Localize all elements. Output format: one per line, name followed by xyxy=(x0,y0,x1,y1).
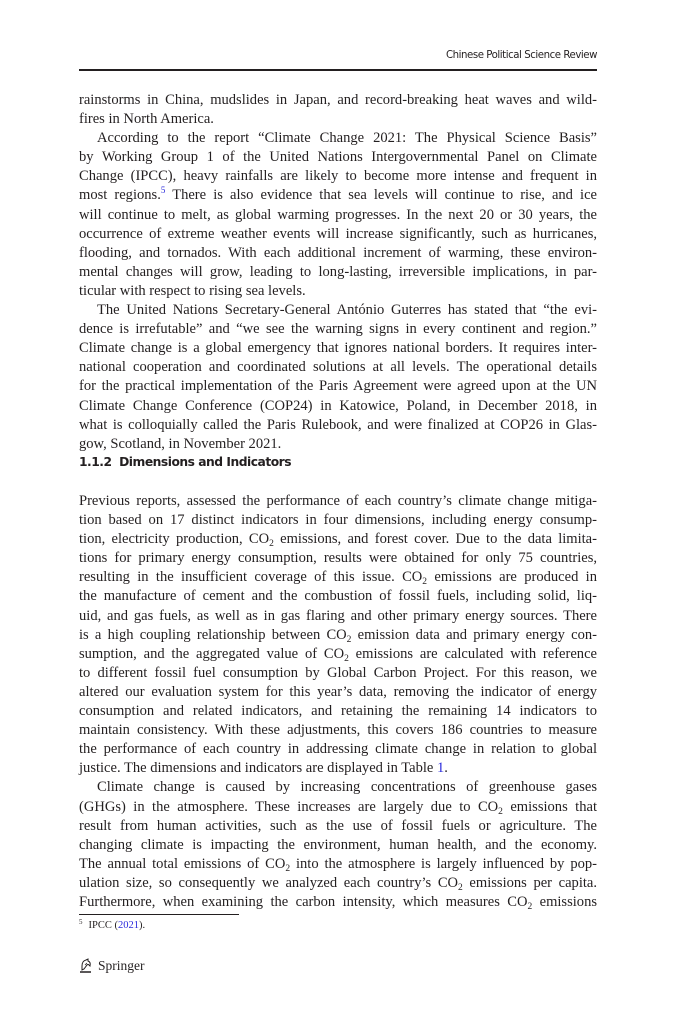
text-fragment: into the atmosphere is largely influenced by pop- xyxy=(290,855,597,872)
text-line: mental changes will grow, leading to long-lasting, irreversible implications, in par- xyxy=(79,263,597,280)
text-line: what is colloquially called the Paris Rulebook, and were finalized at COP26 in Glas- xyxy=(79,416,597,433)
footnote-text: IPCC ( xyxy=(88,920,118,931)
text-line: Climate change is caused by increasing concentrations of greenhouse gases xyxy=(97,779,597,796)
subscript-2: 2 xyxy=(269,539,274,550)
text-line xyxy=(79,874,597,893)
text-fragment: emissions that xyxy=(502,798,597,815)
text-fragment: resulting in the insufficient coverage of this issue. CO xyxy=(79,569,423,586)
text-line: Climate change is a global emergency that ignores national borders. It requires inter- xyxy=(79,340,597,357)
text-line xyxy=(79,645,597,664)
text-fragment: . xyxy=(444,760,448,777)
text-line: flooding, and tornados. With each additional increment of warming, these environ- xyxy=(79,244,597,261)
text-fragment: (GHGs) in the atmosphere. These increases are largely due to CO xyxy=(79,798,499,815)
subscript-2: 2 xyxy=(285,863,291,874)
text-line: national cooperation and coordinated solutions at all levels. The operational details xyxy=(79,359,597,376)
text-fragment: There is also evidence that sea levels will continue to rise, and ice xyxy=(165,187,598,204)
text-fragment: emissions xyxy=(532,893,597,910)
text-line: Change (IPCC), heavy rainfalls are likely to become more intense and frequent in xyxy=(79,168,597,185)
text-line: occurrence of extreme weather events will increase significantly, such as hurricanes, xyxy=(79,225,597,242)
text-line: tions for primary energy consumption, results were obtained for only 75 countries, xyxy=(79,550,597,567)
subscript-2: 2 xyxy=(527,901,533,912)
section-heading xyxy=(79,455,291,469)
text-line: dence is irrefutable” and “we see the warning signs in every continent and region.” xyxy=(79,321,597,338)
text-line: rainstorms in China, mudslides in Japan, and record-breaking heat waves and wild- xyxy=(79,92,597,108)
text-fragment: emissions per capita. xyxy=(462,874,598,891)
text-line: ticular with respect to rising sea levels. xyxy=(79,282,306,299)
text-line: uid, and gas fuels, as well as in gas flaring and other primary energy sources. There xyxy=(79,607,597,624)
subscript-2: 2 xyxy=(422,577,428,588)
text-line: Climate Change Conference (COP24) in Katowice, Poland, in December 2018, in xyxy=(79,397,597,414)
footnote-text: ). xyxy=(138,920,146,931)
text-fragment: most regions. xyxy=(79,187,161,204)
text-line: altered our evaluation system for this year’s data, removing the indicator of energy xyxy=(79,683,597,700)
text-line xyxy=(79,186,597,205)
header-rule xyxy=(79,69,597,71)
publisher-footer xyxy=(79,958,145,974)
text-line: tion based on 17 distinct indicators in four dimensions, including energy consump- xyxy=(79,512,597,529)
footnote-ref-link[interactable]: 5 xyxy=(160,185,166,196)
text-line: will continue to melt, as global warming progresses. In the next 20 or 30 years, the xyxy=(79,206,597,223)
springer-logo-icon xyxy=(79,958,93,974)
text-line: the performance of each country in addressing climate change in relation to global xyxy=(79,741,597,758)
text-line: consumption and related indicators, and retaining the remaining 14 indicators to xyxy=(79,703,597,720)
text-line xyxy=(79,568,597,587)
text-fragment: ulation size, so consequently we analyzed each country’s CO xyxy=(79,874,459,891)
body-text-top xyxy=(79,91,597,454)
running-head-journal-title: Chinese Political Science Review xyxy=(445,50,597,61)
text-fragment: is a high coupling relationship between CO xyxy=(79,626,347,643)
text-fragment: justice. The dimensions and indicators are displayed in Table xyxy=(79,760,437,777)
footnote-rule xyxy=(79,914,239,915)
text-line: result from human activities, such as the use of fossil fuels or agriculture. The xyxy=(79,817,597,834)
text-line xyxy=(79,798,597,817)
text-line: According to the report “Climate Change 2021: The Physical Science Basis” xyxy=(97,130,597,147)
subscript-2: 2 xyxy=(346,634,352,645)
text-fragment: emissions are produced in xyxy=(427,569,597,586)
subscript-2: 2 xyxy=(498,806,503,817)
text-line: fires in North America. xyxy=(79,111,214,128)
text-line: for the practical implementation of the Paris Agreement were agreed upon at the UN xyxy=(79,378,597,395)
section-number: 1.1.2 xyxy=(79,455,112,469)
text-fragment: tion, electricity production, CO xyxy=(79,531,270,548)
publisher-name: Springer xyxy=(98,958,145,973)
section-title: Dimensions and Indicators xyxy=(119,455,292,469)
text-line: gow, Scotland, in November 2021. xyxy=(79,435,282,452)
footnote-number: 5 xyxy=(79,918,83,926)
table-ref-link[interactable]: 1 xyxy=(437,760,445,777)
text-line: Previous reports, assessed the performance of each country’s climate change mitiga- xyxy=(79,493,597,509)
citation-link[interactable]: 2021 xyxy=(117,920,139,931)
text-line xyxy=(79,759,597,778)
text-line xyxy=(79,855,597,874)
subscript-2: 2 xyxy=(458,882,463,893)
text-fragment: emissions are calculated with reference xyxy=(348,645,597,662)
text-fragment: The annual total emissions of CO xyxy=(79,855,286,872)
text-fragment: Furthermore, when examining the carbon intensity, which measures CO xyxy=(79,893,528,910)
subscript-2: 2 xyxy=(344,653,349,664)
footnote xyxy=(79,920,145,931)
text-line: the manufacture of cement and the combustion of fossil fuels, including solid, liq- xyxy=(79,588,597,605)
text-fragment: emissions, and forest cover. Due to the data limita- xyxy=(273,531,597,548)
text-fragment: emission data and primary energy con- xyxy=(351,626,597,643)
text-line: The United Nations Secretary-General António Guterres has stated that “the evi- xyxy=(97,302,597,319)
text-line xyxy=(79,530,597,549)
text-line: maintain consistency. With these adjustments, this covers 186 countries to measure xyxy=(79,722,597,739)
text-fragment: sumption, and the aggregated value of CO xyxy=(79,645,345,662)
text-line xyxy=(79,626,597,645)
text-line: by Working Group 1 of the United Nations Intergovernmental Panel on Climate xyxy=(79,149,597,166)
text-line: to different fossil fuel consumption by Global Carbon Project. For this reason, we xyxy=(79,664,597,681)
text-line: changing climate is impacting the environment, human health, and the economy. xyxy=(79,836,597,853)
body-text-bottom xyxy=(79,492,597,912)
text-line xyxy=(79,893,597,912)
